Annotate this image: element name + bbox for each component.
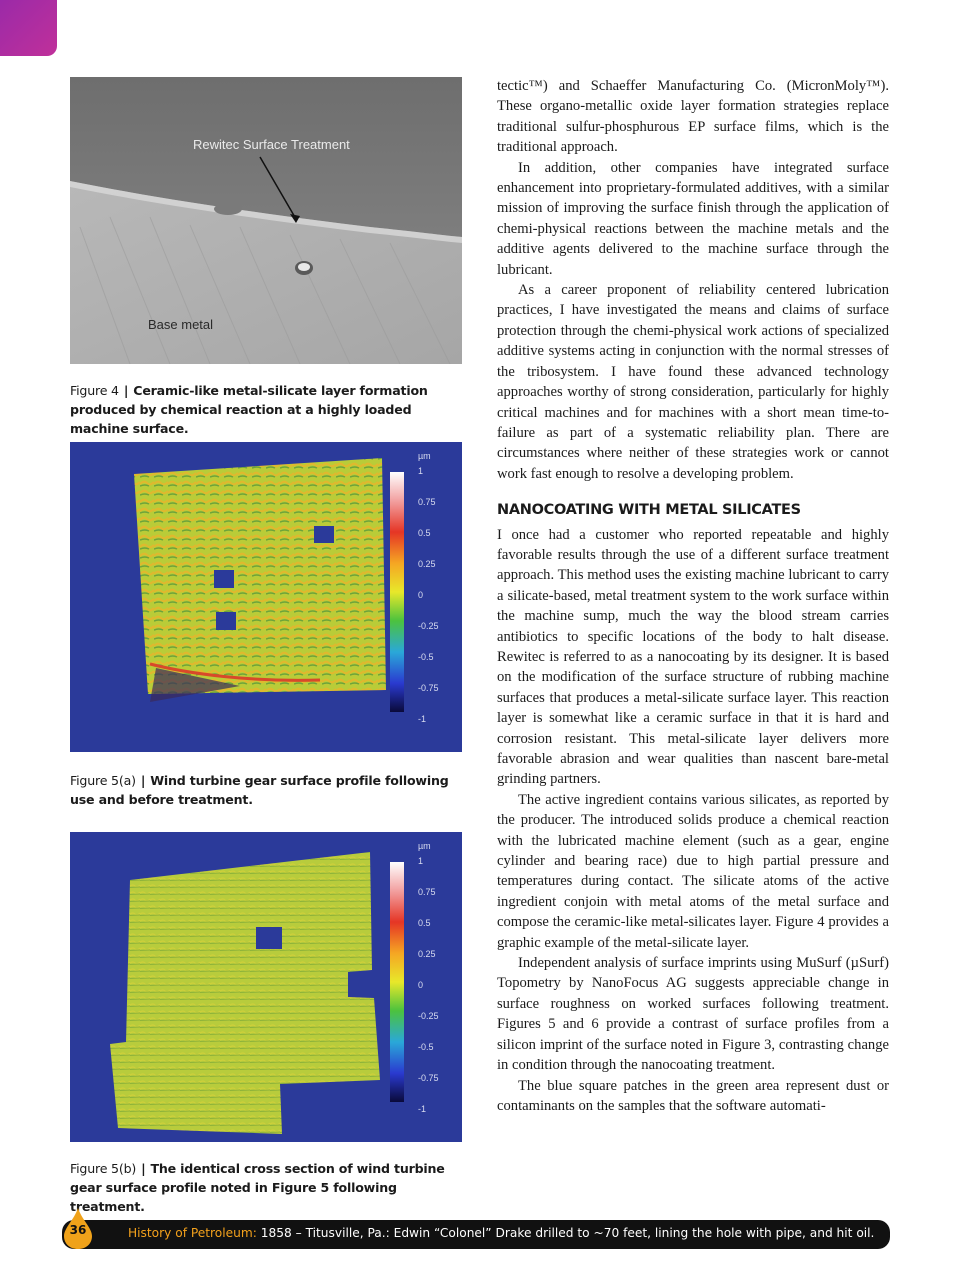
scale-tick: -0.5	[418, 1042, 434, 1052]
scale-tick: 0	[418, 980, 424, 990]
caption-number: Figure 5(b)	[70, 1161, 137, 1176]
figure-4-caption	[70, 381, 462, 438]
article-paragraph: As a career proponent of reliability centered lubrication practices, I have investigated the means and claims of surface protection through the chemi-physical work actions of specialized additive systems acting in conjunction with the normal stresses of the tribosystem. I have found these advanced technology approaches worthy of strong consideration, particularly for highly critical machines and for machines with a short mean time-to-failure as part of a systematic reliability plan. There are circumstances where neither of these strategies work or cannot work fast enough to resolve a developing problem.	[497, 282, 889, 482]
scale-tick: 0.75	[418, 497, 436, 507]
scale-tick: 0.25	[418, 949, 436, 959]
section-heading: NANOCOATING WITH METAL SILICATES	[497, 502, 801, 519]
scale-tick: 0	[418, 590, 424, 600]
footer-text: 1858 – Titusville, Pa.: Edwin “Colonel” Drake drilled to ~70 feet, lining the hole with pipe, and hit oil.	[256, 1226, 875, 1240]
footer-lead: History of Petroleum:	[128, 1226, 257, 1240]
caption-text: Ceramic-like metal-silicate layer formation produced by chemical reaction at a highly loaded machine surface.	[70, 383, 428, 436]
caption-number: Figure 4	[70, 383, 119, 398]
figure-4-image	[70, 77, 462, 364]
scale-tick: -0.25	[418, 621, 439, 631]
page-number: 36	[69, 1223, 87, 1237]
scale-tick: 1	[418, 856, 424, 866]
scale-tick: -0.5	[418, 652, 434, 662]
figure-5b-image	[70, 832, 462, 1142]
caption-separator: |	[141, 1161, 146, 1176]
corner-accent-tab	[0, 0, 57, 56]
page-footer	[62, 1220, 890, 1249]
caption-separator: |	[123, 383, 129, 398]
scale-tick: 0.5	[418, 528, 431, 538]
footer-history-note	[128, 1226, 874, 1240]
scale-tick: -0.75	[418, 683, 439, 693]
article-paragraph: I once had a customer who reported repeatable and highly favorable results through the use of a different surface treatment approach. This method uses the existing machine lubricant to carry a silicate-based, metal treatment system to the work surface within the machine sump, much the way the blood stream carries antibiotics to specific locations of the body to halt disease. Rewitec is referred to as a nanocoating by its designer. It is based on the modification of the surface structure of rubbing machine surfaces that produces a metal-silicate surface layer. This reaction layer is somewhat like a ceramic surface in that it is hard and corrosion resistant. This metal-silicate layer delivers more favorable abrasion and wear qualities than nascent bare-metal grinding partners.	[497, 526, 889, 788]
page-number-badge	[62, 1208, 94, 1250]
caption-text: The identical cross section of wind turbine gear surface profile noted in Figure 5 following treatment.	[70, 1161, 445, 1214]
caption-number: Figure 5(a)	[70, 773, 136, 788]
scale-tick: 1	[418, 466, 424, 476]
figure-5a-caption	[70, 771, 462, 809]
caption-text: Wind turbine gear surface profile following use and before treatment.	[70, 773, 449, 807]
scale-tick: 0.5	[418, 918, 431, 928]
scale-unit: µm	[418, 841, 431, 851]
scale-tick: 0.25	[418, 559, 436, 569]
article-paragraph: tectic™) and Schaeffer Manufacturing Co. (MicronMoly™). These organo-metallic oxide layer formation strategies replace traditional sulfur-phosphurous EP surface films, which is the traditional approach.	[497, 78, 889, 156]
scale-unit: µm	[418, 451, 431, 461]
article-body	[497, 76, 889, 1116]
article-paragraph: The blue square patches in the green area represent dust or contaminants on the samples that the software automati-	[497, 1077, 889, 1114]
fig4-label-treatment: Rewitec Surface Treatment	[193, 137, 350, 152]
article-paragraph: In addition, other companies have integrated surface enhancement into proprietary-formulated additives, with a similar mission of improving the surface finish through the application of chemi-physical reactions between the machine metals and the additive agents delivered to the machine surface through the lubricant.	[497, 159, 889, 278]
scale-tick: -1	[418, 714, 427, 724]
scale-tick: -0.75	[418, 1073, 439, 1083]
scale-tick: 0.75	[418, 887, 436, 897]
scale-tick: -1	[418, 1104, 427, 1114]
figure-5b-caption	[70, 1159, 462, 1216]
fig4-label-base: Base metal	[148, 317, 214, 332]
caption-separator: |	[140, 773, 146, 788]
figure-5a-image	[70, 442, 462, 752]
article-paragraph: The active ingredient contains various silicates, as reported by the producer. The introduced solids produce a chemical reaction with the lubricated machine element (such as a gear, engine cylinder and bearing race) due to high partial pressure and temperatures during contact. The silicate atoms of the active ingredient conjoin with metal atoms of the metal surface and compose the ceramic-like metal-silicates layer. Figure 4 provides a graphic example of the metal-silicate layer.	[497, 791, 889, 951]
article-paragraph: Independent analysis of surface imprints using MuSurf (µSurf) Topometry by NanoFocus AG suggests appreciable change in surface roughness on worked surfaces following treatment. Figures 5 and 6 provide a contrast of surface profiles from a silicon imprint of the surface noted in Figure 3, contrasting change in condition through the nanocoating treatment.	[497, 955, 889, 1074]
scale-tick: -0.25	[418, 1011, 439, 1021]
